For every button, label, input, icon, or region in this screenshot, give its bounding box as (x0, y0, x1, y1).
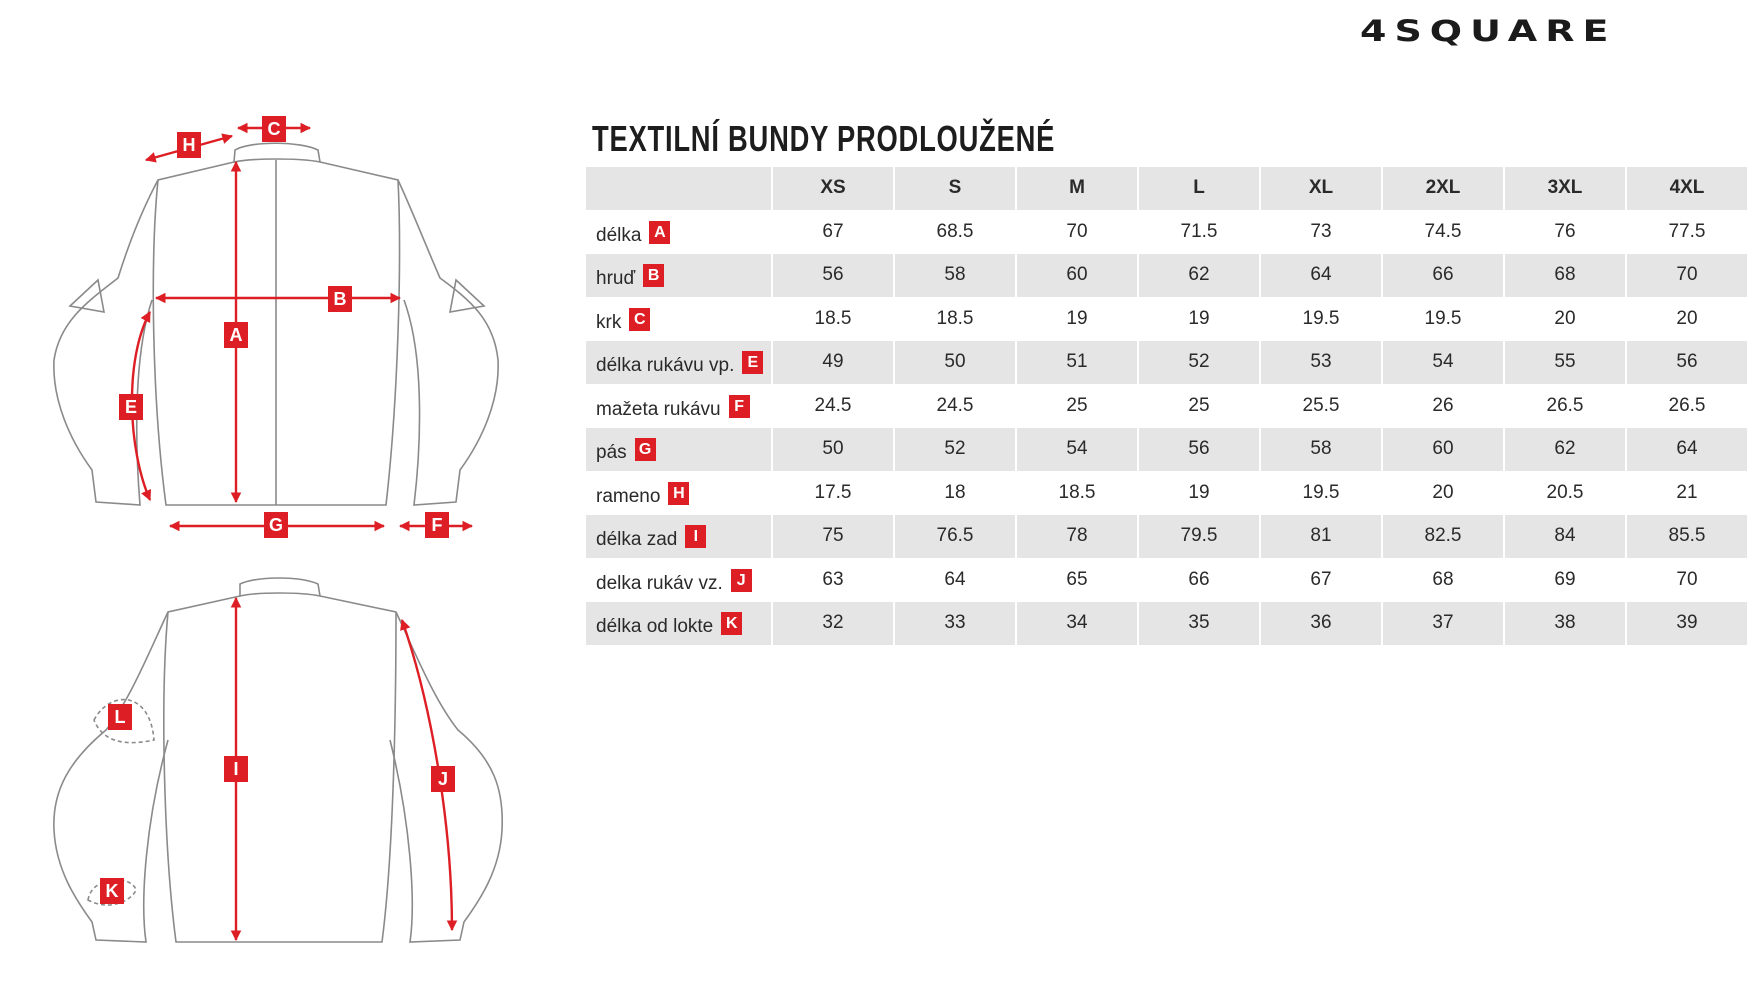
label-e-marker (119, 394, 143, 420)
value-cell-s: 18 (944, 481, 966, 503)
value-cell-s: 58 (895, 254, 1015, 297)
value-cell-l: 19 (1188, 307, 1210, 329)
value-cell-s: 76.5 (895, 515, 1015, 558)
value-cell-m: 54 (1017, 428, 1137, 471)
value-cell-2xl: 37 (1383, 602, 1503, 645)
value-cell-l: 79.5 (1139, 515, 1259, 558)
measurement-label: hruď (596, 268, 636, 290)
label-l: L (114, 707, 126, 727)
measurement-label: délka (596, 224, 642, 246)
value-cell-xl: 36 (1261, 602, 1381, 645)
label-k: K (105, 881, 119, 901)
value-cell-2xl: 20 (1432, 481, 1454, 503)
size-row (586, 254, 1747, 297)
measurement-label: rameno (596, 485, 661, 507)
size-row (586, 559, 1747, 602)
value-cell-l: 25 (1188, 394, 1210, 416)
value-cell-4xl: 70 (1627, 254, 1747, 297)
label-b: B (333, 289, 347, 309)
brand-logo (1360, 14, 1740, 48)
value-cell-s: 50 (895, 341, 1015, 384)
size-header-4xl: 4XL (1627, 167, 1747, 210)
value-cell-m: 34 (1017, 602, 1137, 645)
front-jacket-outline (54, 143, 498, 505)
measurement-letter-badge: F (729, 395, 750, 418)
size-row (586, 385, 1747, 428)
size-row (586, 602, 1747, 645)
size-header-row (586, 167, 1747, 210)
measurement-letter-badge: G (635, 438, 656, 461)
label-h: H (182, 135, 196, 155)
value-cell-xl: 67 (1310, 568, 1332, 590)
value-cell-xs: 32 (773, 602, 893, 645)
jacket-measurement-diagram (0, 0, 560, 990)
size-row (586, 428, 1747, 471)
value-cell-xs: 67 (822, 220, 844, 242)
label-g-marker (264, 512, 288, 538)
value-cell-4xl: 70 (1676, 568, 1698, 590)
value-cell-xl: 73 (1310, 220, 1332, 242)
value-cell-3xl: 20.5 (1546, 481, 1584, 503)
measurement-letter-badge: J (731, 569, 752, 592)
value-cell-xl: 19.5 (1302, 481, 1340, 503)
value-cell-4xl: 21 (1676, 481, 1698, 503)
size-header-2xl: 2XL (1383, 167, 1503, 210)
measurement-label: pás (596, 442, 627, 464)
label-f-marker (425, 512, 449, 538)
back-measurement-lines (236, 598, 452, 940)
size-table (584, 166, 1749, 646)
measurement-label-cell (586, 515, 771, 558)
value-cell-3xl: 62 (1505, 428, 1625, 471)
size-row (586, 472, 1747, 515)
value-cell-2xl: 74.5 (1424, 220, 1462, 242)
label-a: A (229, 325, 243, 345)
value-cell-s: 33 (895, 602, 1015, 645)
value-cell-4xl: 56 (1627, 341, 1747, 384)
label-i-marker (224, 756, 248, 782)
measurement-label: délka od lokte (596, 616, 714, 638)
label-e: E (124, 397, 138, 417)
size-row (586, 211, 1747, 254)
size-header-s: S (895, 167, 1015, 210)
value-cell-xl: 64 (1261, 254, 1381, 297)
label-i: I (233, 759, 239, 779)
measurement-label: mažeta rukávu (596, 398, 721, 420)
value-cell-m: 78 (1017, 515, 1137, 558)
value-cell-m: 70 (1066, 220, 1088, 242)
measurement-label-cell (586, 428, 771, 471)
measurement-label: délka rukávu vp. (596, 355, 735, 377)
size-header-xl: XL (1261, 167, 1381, 210)
measurement-label-cell (586, 254, 771, 297)
value-cell-3xl: 69 (1554, 568, 1576, 590)
value-cell-m: 51 (1017, 341, 1137, 384)
measurement-letter-badge: E (742, 351, 763, 374)
label-f: F (431, 515, 443, 535)
size-header-m: M (1017, 167, 1137, 210)
size-row (586, 515, 1747, 558)
value-cell-s: 52 (895, 428, 1015, 471)
measurement-label-cell (586, 602, 771, 645)
label-h-marker (177, 132, 201, 158)
value-cell-2xl: 66 (1383, 254, 1503, 297)
value-cell-s: 24.5 (936, 394, 974, 416)
size-header-xs: XS (773, 167, 893, 210)
value-cell-m: 19 (1066, 307, 1088, 329)
value-cell-2xl: 54 (1383, 341, 1503, 384)
size-row (586, 341, 1747, 384)
value-cell-2xl: 82.5 (1383, 515, 1503, 558)
measurement-label: krk (596, 311, 622, 333)
value-cell-l: 62 (1139, 254, 1259, 297)
value-cell-l: 66 (1188, 568, 1210, 590)
measurement-label-cell (586, 559, 771, 602)
value-cell-l: 71.5 (1180, 220, 1218, 242)
measurement-label: délka zad (596, 529, 678, 551)
measurement-label-cell (586, 472, 771, 515)
size-row (586, 298, 1747, 341)
measurement-letter-badge: B (643, 264, 664, 287)
value-cell-xs: 24.5 (814, 394, 852, 416)
value-cell-xs: 75 (773, 515, 893, 558)
value-cell-4xl: 39 (1627, 602, 1747, 645)
logo-text: 4SQUARE (1360, 13, 1617, 49)
value-cell-s: 68.5 (936, 220, 974, 242)
value-cell-xl: 19.5 (1302, 307, 1340, 329)
value-cell-xl: 81 (1261, 515, 1381, 558)
value-cell-4xl: 26.5 (1668, 394, 1706, 416)
measurement-letter-badge: H (668, 482, 689, 505)
value-cell-xs: 56 (773, 254, 893, 297)
value-cell-3xl: 55 (1505, 341, 1625, 384)
label-j-marker (431, 766, 455, 792)
value-cell-4xl: 64 (1627, 428, 1747, 471)
page-title: TEXTILNÍ BUNDY PRODLOUŽENÉ (592, 118, 1056, 159)
value-cell-4xl: 77.5 (1668, 220, 1706, 242)
label-c: C (267, 119, 281, 139)
measurement-letter-badge: C (629, 308, 650, 331)
size-header-l: L (1139, 167, 1259, 210)
label-b-marker (328, 286, 352, 312)
value-cell-l: 56 (1139, 428, 1259, 471)
value-cell-l: 52 (1139, 341, 1259, 384)
value-cell-3xl: 38 (1505, 602, 1625, 645)
measurement-label: delka rukáv vz. (596, 572, 723, 594)
label-j: J (437, 769, 449, 789)
value-cell-2xl: 19.5 (1424, 307, 1462, 329)
value-cell-xs: 49 (773, 341, 893, 384)
value-cell-xs: 63 (822, 568, 844, 590)
measurement-label-cell (586, 298, 771, 341)
value-cell-4xl: 85.5 (1627, 515, 1747, 558)
value-cell-m: 60 (1017, 254, 1137, 297)
size-table-body (586, 211, 1747, 645)
measurement-letter-badge: I (685, 525, 706, 548)
value-cell-l: 35 (1139, 602, 1259, 645)
label-g: G (268, 515, 284, 535)
value-cell-m: 65 (1066, 568, 1088, 590)
value-cell-s: 18.5 (936, 307, 974, 329)
value-cell-xs: 50 (773, 428, 893, 471)
value-cell-3xl: 76 (1554, 220, 1576, 242)
value-cell-m: 25 (1066, 394, 1088, 416)
measurement-label-cell (586, 385, 771, 428)
size-header-3xl: 3XL (1505, 167, 1625, 210)
value-cell-l: 19 (1188, 481, 1210, 503)
value-cell-2xl: 68 (1432, 568, 1454, 590)
measurement-label-cell (586, 211, 771, 254)
value-cell-3xl: 26.5 (1546, 394, 1584, 416)
measurement-letter-badge: K (721, 612, 742, 635)
value-cell-2xl: 60 (1383, 428, 1503, 471)
value-cell-3xl: 20 (1554, 307, 1576, 329)
label-c-marker (262, 116, 286, 142)
value-cell-s: 64 (944, 568, 966, 590)
value-cell-4xl: 20 (1676, 307, 1698, 329)
value-cell-3xl: 68 (1505, 254, 1625, 297)
value-cell-xl: 53 (1261, 341, 1381, 384)
value-cell-xl: 58 (1261, 428, 1381, 471)
label-l-marker (108, 704, 132, 730)
value-cell-2xl: 26 (1432, 394, 1454, 416)
value-cell-3xl: 84 (1505, 515, 1625, 558)
value-cell-m: 18.5 (1058, 481, 1096, 503)
value-cell-xs: 18.5 (814, 307, 852, 329)
measurement-label-cell (586, 341, 771, 384)
label-k-marker (100, 878, 124, 904)
label-a-marker (224, 322, 248, 348)
measurement-letter-badge: A (649, 221, 670, 244)
value-cell-xl: 25.5 (1302, 394, 1340, 416)
front-measurement-lines (132, 128, 472, 526)
value-cell-xs: 17.5 (814, 481, 852, 503)
header-corner-cell (586, 167, 771, 210)
